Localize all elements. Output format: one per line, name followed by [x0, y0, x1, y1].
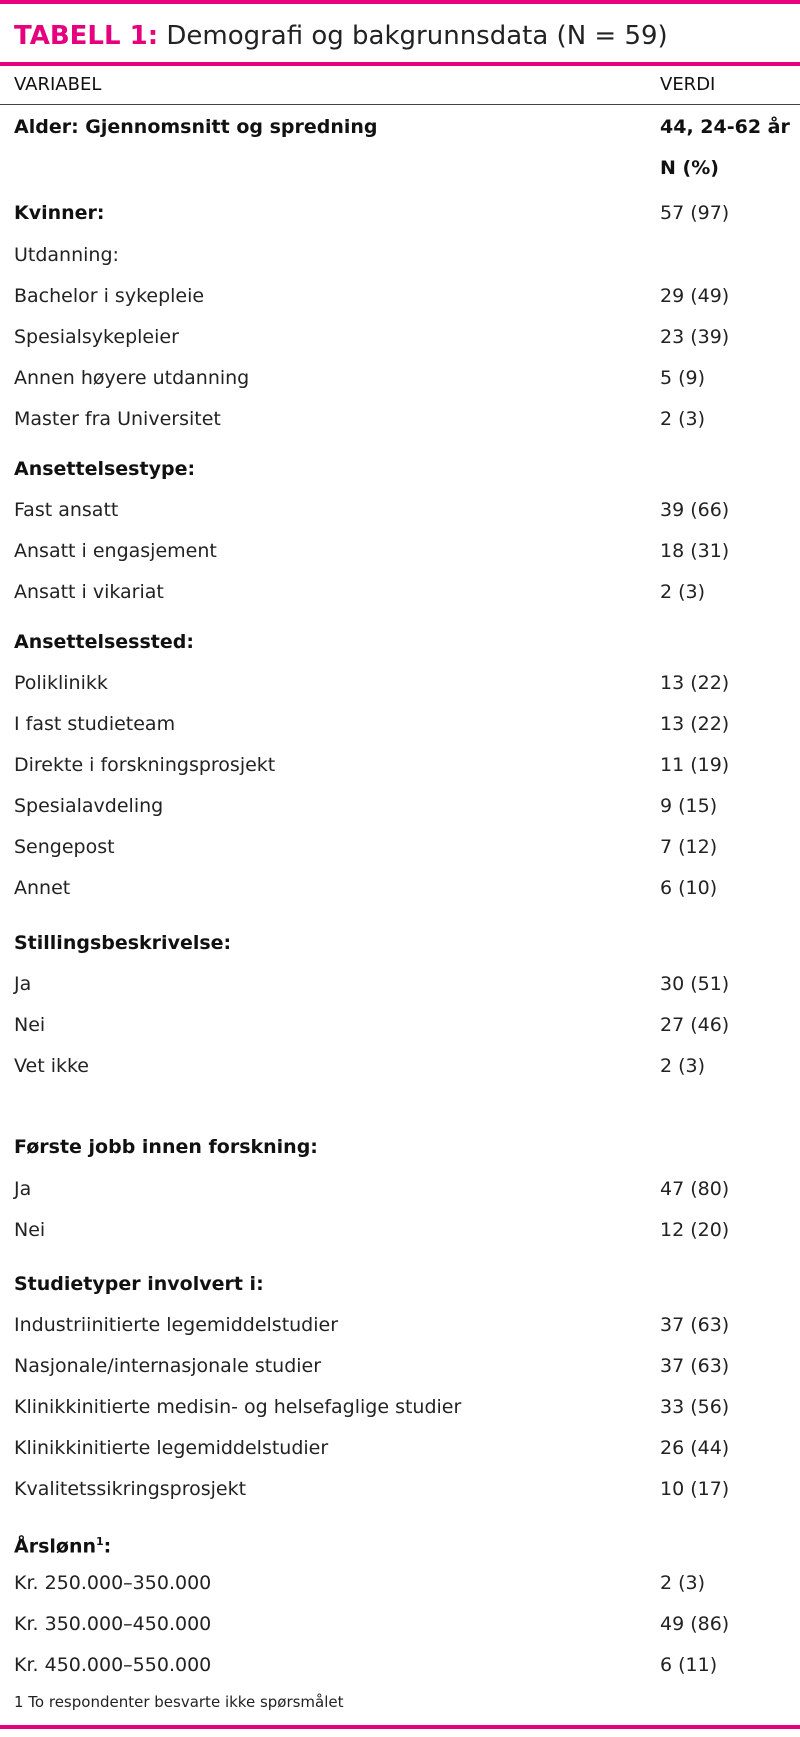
table-row	[0, 1387, 800, 1427]
row-value: 6 (11)	[660, 1654, 718, 1676]
column-header-variable: VARIABEL	[14, 74, 102, 95]
table-row	[0, 1005, 800, 1045]
row-value: 29 (49)	[660, 285, 730, 307]
row-label: I fast studieteam	[14, 713, 176, 735]
table-row	[0, 276, 800, 316]
table-row	[0, 1563, 800, 1603]
row-label: Kvinner:	[14, 202, 105, 224]
row-label: Ansettelsestype:	[14, 458, 196, 480]
row-value: 5 (9)	[660, 367, 706, 389]
row-value: 7 (12)	[660, 836, 718, 858]
row-value: 6 (10)	[660, 877, 718, 899]
row-label: Studietyper involvert i:	[14, 1273, 264, 1295]
row-label: Spesialsykepleier	[14, 326, 179, 348]
row-label-group	[14, 1522, 111, 1566]
table-row	[0, 193, 800, 233]
row-label: Utdanning:	[14, 244, 119, 266]
row-label: Nei	[14, 1219, 46, 1241]
row-label: Kr. 250.000–350.000	[14, 1572, 212, 1594]
table-row	[0, 1604, 800, 1644]
row-value: 39 (66)	[660, 499, 730, 521]
table-row	[0, 663, 800, 703]
row-value: 2 (3)	[660, 1572, 706, 1594]
top-rule	[0, 0, 800, 4]
table-row	[0, 786, 800, 826]
table-row	[0, 1346, 800, 1386]
row-value: 33 (56)	[660, 1396, 730, 1418]
row-label: Industriinitierte legemiddelstudier	[14, 1314, 339, 1336]
row-label: Ansatt i engasjement	[14, 540, 217, 562]
row-value: 10 (17)	[660, 1478, 730, 1500]
table-row	[0, 107, 800, 147]
row-label: Kr. 450.000–550.000	[14, 1654, 212, 1676]
table-row	[0, 148, 800, 188]
table-title	[14, 18, 668, 54]
row-label: Spesialavdeling	[14, 795, 164, 817]
row-label: Klinikkinitierte legemiddelstudier	[14, 1437, 329, 1459]
row-value: 44, 24-62 år	[660, 116, 790, 138]
row-label: Årslønn	[14, 1535, 97, 1558]
row-value: 2 (3)	[660, 1055, 706, 1077]
table-row	[0, 531, 800, 571]
row-value: 12 (20)	[660, 1219, 730, 1241]
table-row	[0, 704, 800, 744]
table-row	[0, 1469, 800, 1509]
table-row	[0, 1210, 800, 1250]
row-label: Annet	[14, 877, 71, 899]
row-label: Kr. 350.000–450.000	[14, 1613, 212, 1635]
table-row	[0, 622, 800, 662]
row-label: Nasjonale/internasjonale studier	[14, 1355, 322, 1377]
row-label: Direkte i forskningsprosjekt	[14, 754, 276, 776]
column-header-value: VERDI	[660, 74, 716, 95]
table-title-lead: TABELL 1:	[14, 21, 159, 51]
table-row	[0, 868, 800, 908]
table-row	[0, 572, 800, 612]
row-label: Vet ikke	[14, 1055, 89, 1077]
row-label: Nei	[14, 1014, 46, 1036]
table-row	[0, 1428, 800, 1468]
row-value: 18 (31)	[660, 540, 730, 562]
table-row	[0, 449, 800, 489]
row-value: 2 (3)	[660, 408, 706, 430]
table-row	[0, 745, 800, 785]
row-label: Ansettelsessted:	[14, 631, 194, 653]
table-row	[0, 964, 800, 1004]
row-value: 13 (22)	[660, 713, 730, 735]
table-row	[0, 490, 800, 530]
row-value: 37 (63)	[660, 1314, 730, 1336]
table-row	[0, 1522, 800, 1562]
table-row	[0, 1645, 800, 1685]
row-label: Ansatt i vikariat	[14, 581, 164, 603]
row-value: 27 (46)	[660, 1014, 730, 1036]
table-row	[0, 1127, 800, 1167]
row-value: 47 (80)	[660, 1178, 730, 1200]
row-label: Sengepost	[14, 836, 115, 858]
row-value: 2 (3)	[660, 581, 706, 603]
row-value: N (%)	[660, 157, 719, 179]
title-rule	[0, 62, 800, 66]
header-rule	[0, 104, 800, 105]
row-value: 11 (19)	[660, 754, 730, 776]
table-footnote: 1 To respondenter besvarte ikke spørsmålet	[14, 1693, 344, 1711]
row-label-suffix: :	[103, 1535, 112, 1558]
row-value: 37 (63)	[660, 1355, 730, 1377]
table-row	[0, 1264, 800, 1304]
row-value: 23 (39)	[660, 326, 730, 348]
row-value: 49 (86)	[660, 1613, 730, 1635]
table-row	[0, 358, 800, 398]
row-label: Annen høyere utdanning	[14, 367, 250, 389]
row-label: Ja	[14, 973, 32, 995]
row-label: Alder: Gjennomsnitt og spredning	[14, 116, 378, 138]
row-label: Kvalitetssikringsprosjekt	[14, 1478, 247, 1500]
row-label: Ja	[14, 1178, 32, 1200]
table-title-text: Demografi og bakgrunnsdata (N = 59)	[166, 21, 668, 51]
footnote-marker: 1	[96, 1535, 104, 1548]
row-label: Poliklinikk	[14, 672, 108, 694]
table-row	[0, 1046, 800, 1086]
table-row	[0, 1305, 800, 1345]
row-value: 13 (22)	[660, 672, 730, 694]
row-value: 30 (51)	[660, 973, 730, 995]
bottom-rule	[0, 1725, 800, 1729]
row-label: Master fra Universitet	[14, 408, 221, 430]
row-label: Første jobb innen forskning:	[14, 1136, 318, 1158]
row-label: Bachelor i sykepleie	[14, 285, 205, 307]
table-row	[0, 399, 800, 439]
row-label: Klinikkinitierte medisin- og helsefaglige studier	[14, 1396, 462, 1418]
row-value: 9 (15)	[660, 795, 718, 817]
table-row	[0, 923, 800, 963]
table-row	[0, 1169, 800, 1209]
table-row	[0, 317, 800, 357]
row-label: Stillingsbeskrivelse:	[14, 932, 232, 954]
table-row	[0, 827, 800, 867]
row-label: Fast ansatt	[14, 499, 119, 521]
row-value: 26 (44)	[660, 1437, 730, 1459]
table-row	[0, 235, 800, 275]
row-value: 57 (97)	[660, 202, 730, 224]
